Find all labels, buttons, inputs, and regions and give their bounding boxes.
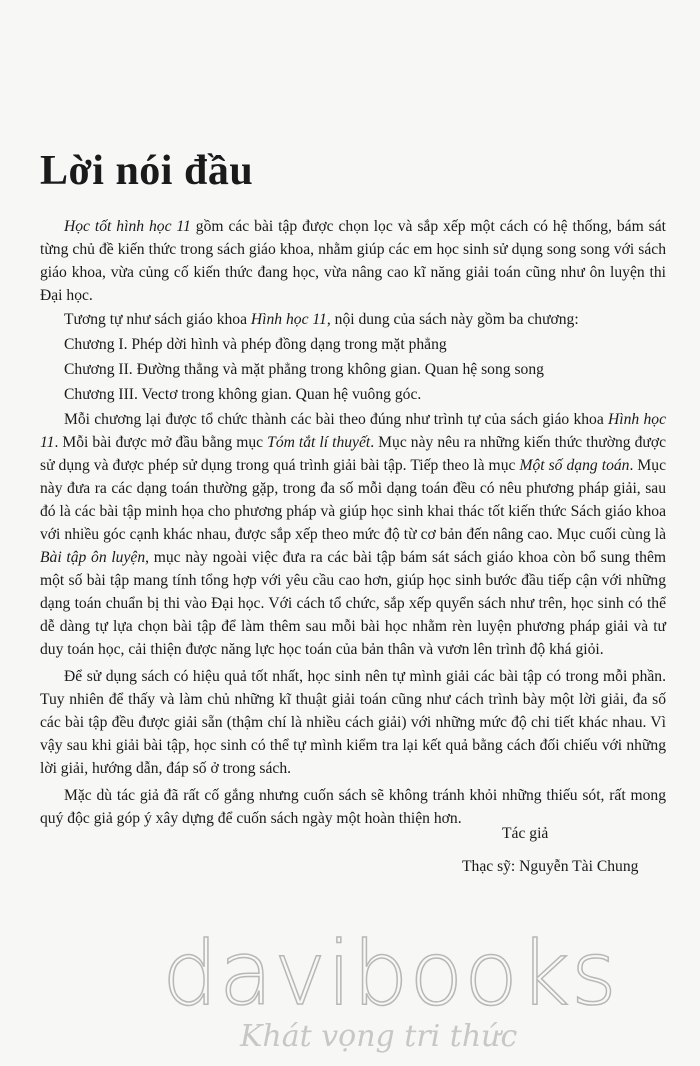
- structure-paragraph: Mỗi chương lại được tổ chức thành các bài theo đúng như trình tự của sách giáo khoa Hình học 11. Mỗi bài được mở đầu bằng mục Tóm tắt lí thuyết. Mục này nêu ra những kiến thức thường được sử dụng và được phép sử dụng trong quá trình giải bài tập. Tiếp theo là mục Một số dạng toán. Mục này đưa ra các dạng toán thường gặp, trong đa số mỗi dạng toán đều có nêu phương pháp giải, sau đó là các bài tập minh họa cho phương pháp và giúp học sinh khai thác tốt kiến thức Sách giáo khoa với nhiều góc cạnh khác nhau, được sắp xếp theo mức độ từ cơ bản đến nâng cao. Mục cuối cùng là Bài tập ôn luyện, mục này ngoài việc đưa ra các bài tập bám sát sách giáo khoa còn bổ sung thêm một số bài tập mang tính tổng hợp với yêu cầu cao hơn, giúp học sinh bước đầu tiếp cận với những dạng toán chuẩn bị thi vào Đại học. Với cách tổ chức, sắp xếp quyển sách như trên, học sinh có thể dễ dàng tự lựa chọn bài tập để làm thêm sau mỗi bài học nhằm rèn luyện phương pháp giải và tư duy toán học, cải thiện được năng lực học toán của bản thân và vươn lên trình độ khá giỏi.: [40, 411, 666, 658]
- page-title: Lời nói đầu: [40, 148, 254, 194]
- contents-intro-paragraph: Tương tự như sách giáo khoa Hình học 11, nội dung của sách này gồm ba chương:: [64, 311, 579, 328]
- author-role: Tác giả: [502, 825, 549, 842]
- closing-paragraph: Mặc dù tác giả đã rất cố gắng nhưng cuốn sách sẽ không tránh khỏi những thiếu sót, rất mong quý độc giả góp ý xây dựng để cuốn sách ngày một hoàn thiện hơn.: [40, 787, 666, 827]
- watermark: [150, 922, 630, 1054]
- chapter-item: Chương II. Đường thẳng và mặt phẳng trong không gian. Quan hệ song song: [64, 361, 544, 378]
- intro-paragraph: Học tốt hình học 11 gồm các bài tập được chọn lọc và sắp xếp một cách có hệ thống, bám sát từng chủ đề kiến thức trong sách giáo khoa, nhằm giúp các em học sinh sử dụng song song với sách giáo khoa, vừa củng cố kiến thức đang học, vừa nâng cao kĩ năng giải toán cũng như ôn luyện thi Đại học.: [40, 218, 666, 304]
- chapter-item: Chương I. Phép dời hình và phép đồng dạng trong mặt phẳng: [64, 336, 447, 353]
- watermark-logo: davibooks: [162, 922, 618, 1025]
- usage-paragraph: Để sử dụng sách có hiệu quả tốt nhất, học sinh nên tự mình giải các bài tập có trong mỗi phần. Tuy nhiên để thấy và làm chủ những kĩ thuật giải toán cũng như cách trình bày một lời giải, đa số các bài tập đều được giải sẵn (thậm chí là nhiều cách giải) với những mức độ chi tiết khác nhau. Vì vậy sau khi giải bài tập, học sinh có thể tự mình kiểm tra lại kết quả bằng cách đối chiếu với những lời giải, hướng dẫn, đáp số ở trong sách.: [40, 668, 666, 777]
- preface-body: [40, 215, 666, 831]
- watermark-tagline: Khát vọng tri thức: [240, 1019, 518, 1054]
- author-signature: [462, 822, 638, 878]
- chapter-item: Chương III. Vectơ trong không gian. Quan hệ vuông góc.: [64, 386, 422, 403]
- book-title: Học tốt hình học 11: [64, 218, 191, 235]
- author-name: Thạc sỹ: Nguyễn Tài Chung: [462, 858, 639, 875]
